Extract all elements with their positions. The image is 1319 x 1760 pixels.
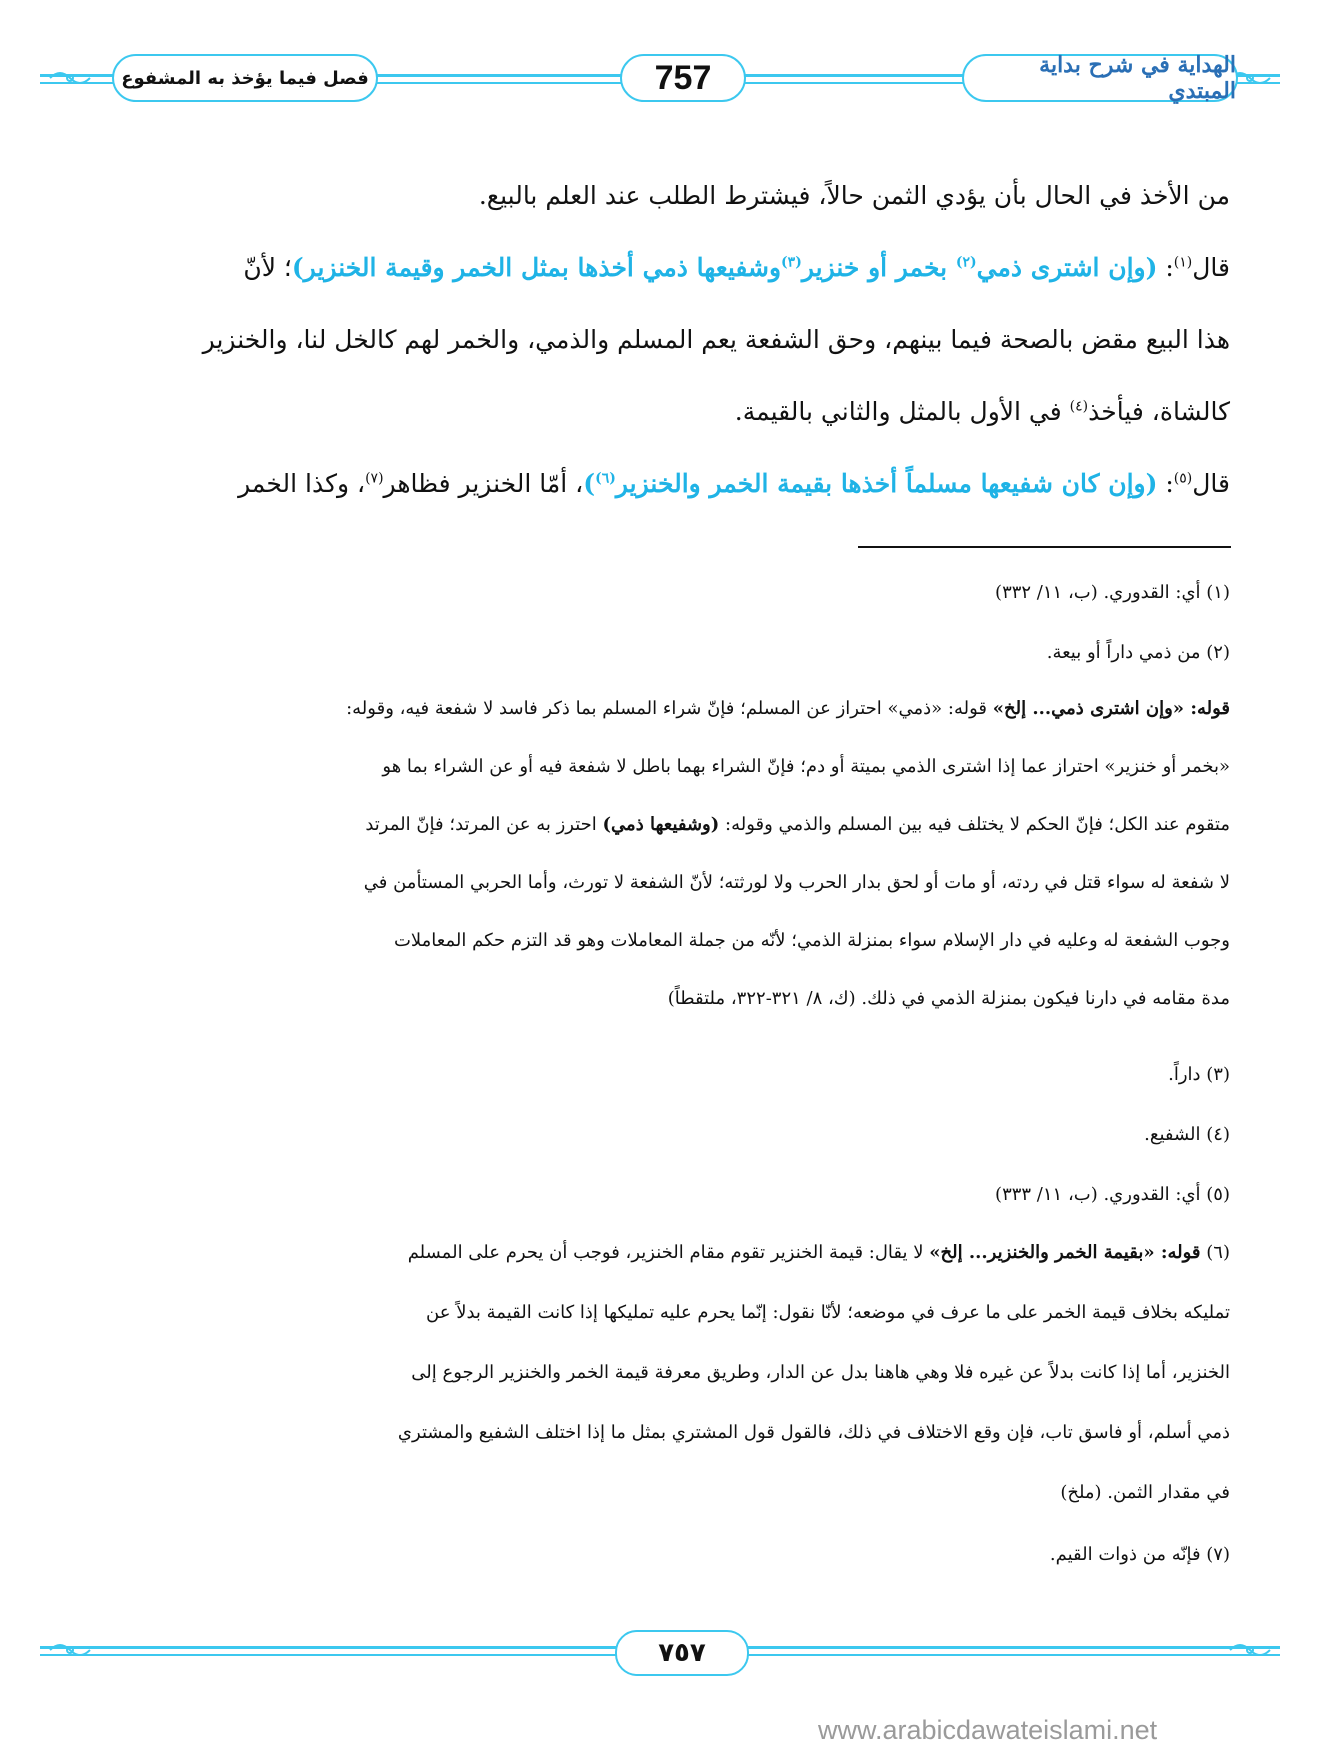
footer-page-number: ٧٥٧ [658,1638,706,1668]
footnote-3-line: مدة مقامه في دارنا فيكون بمنزلة الذمي في ذلك. (ك، ٨/ ٣٢١-٣٢٢، ملتقطاً) [667,988,1230,1009]
ornament-icon [1228,1638,1272,1662]
footnote-lemma: قوله: «بقيمة الخمر والخنزير... إلخ» [929,1242,1201,1263]
text-run: من الأخذ في الحال بأن يؤدي الثمن حالاً، فيشترط الطلب عند العلم بالبيع. [478,181,1230,210]
page-header [40,44,1280,114]
quoted-text: وشفيعها ذمي أخذها بمثل الخمر وقيمة الخنزير) [291,253,782,282]
footnote-lemma: (وشفيعها ذمي) [602,814,720,835]
ornament-icon [48,66,92,90]
footnote-6: (٥) أي: القدوري. (ب، ١١/ ٣٣٣) [995,1184,1230,1205]
text-run: كالشاة، فيأخذ [1088,397,1230,426]
ornament-icon [48,1638,92,1662]
book-title-pill [962,54,1238,102]
text-run: في الأول بالمثل والثاني بالقيمة. [734,397,1070,426]
footnote-2: (٢) من ذمي داراً أو بيعة. [1046,642,1230,663]
footnote-5: (٤) الشفيع. [1144,1124,1230,1145]
main-line [95,320,1230,360]
footnote-1: (١) أي: القدوري. (ب، ١١/ ٣٣٢) [995,582,1230,603]
main-line [95,392,1230,432]
text-run: قوله: «ذمي» احتراز عن المسلم؛ فإنّ شراء المسلم بما ذكر فاسد لا شفعة فيه، وقوله: [346,698,993,719]
footnote-7 [95,1238,1230,1268]
footnote-7-line: ذمي أسلم، أو فاسق تاب، فإن وقع الاختلاف في ذلك، فالقول قول المشتري بمثل ما إذا اختلف الشفيع والمشتري [397,1422,1230,1443]
text-run: ؛ لأنّ [243,253,292,282]
quoted-text: ) [583,469,596,498]
page-footer [40,1626,1280,1676]
chapter-title: فصل فيما يؤخذ به المشفوع [121,67,369,89]
book-title: الهداية في شرح بداية المبتدي [1039,52,1236,104]
footnote-3-line: وجوب الشفعة له وعليه في دار الإسلام سواء بمنزلة الذمي؛ لأنّه من جملة المعاملات وهو قد التزم حكم المعاملات [393,930,1230,951]
chapter-title-pill [112,54,378,102]
footnote-divider [858,546,1231,548]
footnote-7-line: الخنزير، أما إذا كانت بدلاً عن غيره فلا وهي هاهنا بدل عن الدار، وطريق معرفة قيمة الخمر والخنزير الرجوع إلى [411,1362,1230,1383]
text-run: : [1157,469,1174,498]
text-run: ، أمّا الخنزير فظاهر [383,469,584,498]
main-line [95,176,1230,216]
footnote-3 [95,694,1230,724]
page-number: 757 [654,58,712,97]
main-line [95,464,1230,504]
text-run: هذا البيع مقض بالصحة فيما بينهم، وحق الشفعة يعم المسلم والذمي، والخمر لهم كالخل لنا، والخنزير [202,325,1230,354]
text-run: ، وكذا الخمر [238,469,366,498]
footnote-lemma: قوله: «وإن اشترى ذمي... إلخ» [992,698,1230,719]
quoted-text: (وإن اشترى ذمي [976,253,1158,282]
text-run: (٦) [1200,1242,1230,1263]
website-url[interactable]: www.arabicdawateislami.net [818,1715,1158,1745]
page-number-pill [620,54,746,102]
footnote-4: (٣) داراً. [1168,1064,1230,1085]
text-run: احترز به عن المرتد؛ فإنّ المرتد [365,814,603,835]
footer-page-number-pill [615,1630,749,1676]
text-run: قال [1192,469,1230,498]
footnote-3-line: «بخمر أو خنزير» احتراز عما إذا اشترى الذمي بميتة أو دم؛ فإنّ الشراء بهما باطل لا شفعة فيه أو عن الشراء بما هو [382,756,1230,777]
main-line [95,248,1230,288]
text-run: : [1157,253,1174,282]
quoted-text: بخمر أو خنزير [801,253,956,282]
footnote-3-line: لا شفعة له سواء قتل في ردته، أو مات أو لحق بدار الحرب ولا لورثته؛ لأنّ الشفعة لا تورث، وأما الحربي المستأمن في [363,872,1230,893]
footnote-ref[interactable]: (٣) [781,254,802,271]
text-run: قال [1192,253,1230,282]
text-run: متقوم عند الكل؛ فإنّ الحكم لا يختلف فيه بين المسلم والذمي وقوله: [719,814,1230,835]
footnote-ref[interactable]: (٢) [955,254,977,271]
footnote-3-line [95,810,1230,840]
footnote-ref[interactable]: (١) [1173,254,1193,271]
footnote-7-line: تمليكه بخلاف قيمة الخمر على ما عرف في موضعه؛ لأنّا نقول: إنّما يحرم عليه تمليكها إذا كانت القيمة بدلاً عن [426,1302,1230,1323]
footnote-ref[interactable]: (٦) [595,470,616,487]
footnote-ref[interactable]: (٥) [1173,470,1193,487]
footnote-8: (٧) فإنّه من ذوات القيم. [1049,1544,1230,1565]
footnote-7-line: في مقدار الثمن. (ملخ) [1060,1482,1230,1503]
text-run: لا يقال: قيمة الخنزير تقوم مقام الخنزير، فوجب أن يحرم على المسلم [407,1242,930,1263]
footnote-ref[interactable]: (٤) [1069,398,1089,415]
footnote-ref[interactable]: (٧) [365,470,384,487]
quoted-text: (وإن كان شفيعها مسلماً أخذها بقيمة الخمر والخنزير [615,469,1158,498]
